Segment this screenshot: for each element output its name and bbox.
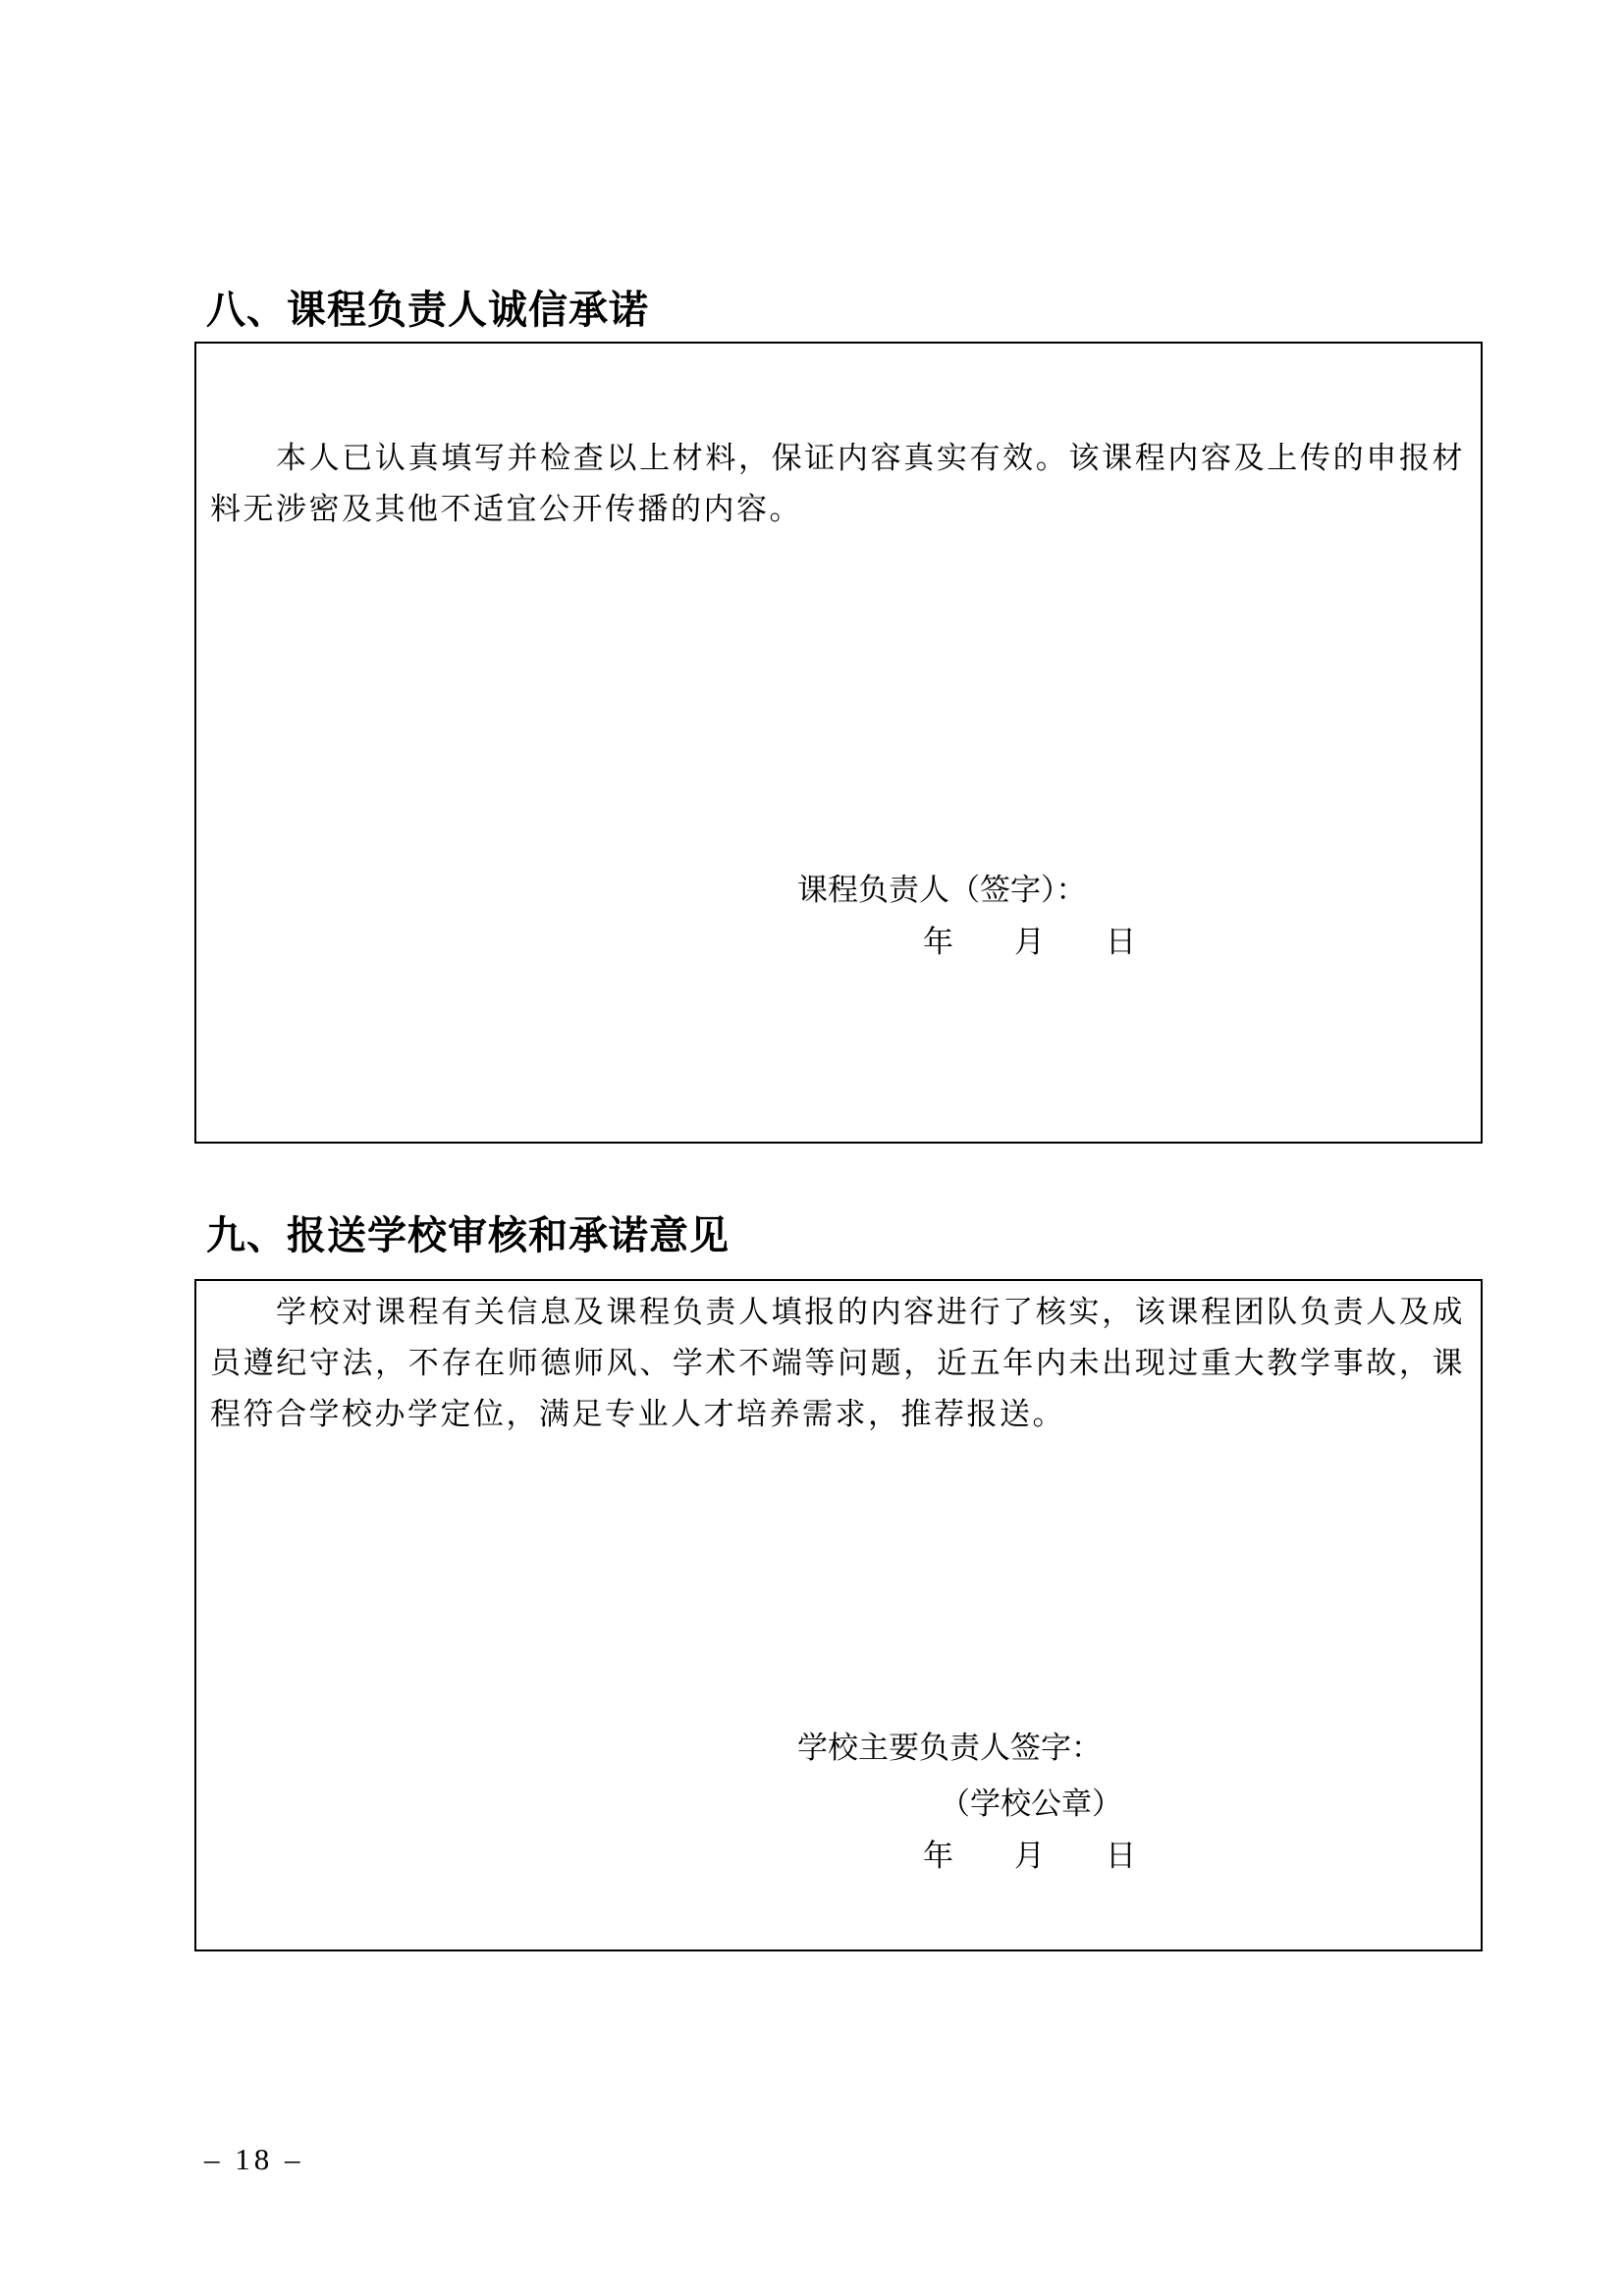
section-9-review-box: [194, 1279, 1483, 1951]
section-9-review-text: 学校对课程有关信息及课程负责人填报的内容进行了核实，该课程团队负责人及成员遵纪守法，不存在师德师风、学术不端等问题，近五年内未出现过重大教学事故，课程符合学校办学定位，满足专业人才培养需求，推荐报送。: [210, 1295, 1465, 1431]
section-9-school-seal-label: （学校公章）: [940, 1787, 1122, 1821]
section-8-date-line: 年 月 日: [923, 925, 1136, 959]
section-9-signature-label: 学校主要负责人签字：: [797, 1731, 1102, 1765]
section-9-date-line: 年 月 日: [923, 1839, 1136, 1873]
section-8-heading: 八、课程负责人诚信承诺: [206, 289, 649, 332]
page-number: – 18 –: [204, 2142, 304, 2176]
section-8-commitment-box: [194, 342, 1483, 1144]
section-8-commitment-text: 本人已认真填写并检查以上材料，保证内容真实有效。该课程内容及上传的申报材料无涉密及其他不适宜公开传播的内容。: [210, 441, 1465, 526]
section-8-signature-label: 课程负责人（签字）：: [797, 873, 1087, 907]
section-9-heading: 九、报送学校审核和承诺意见: [206, 1214, 730, 1257]
